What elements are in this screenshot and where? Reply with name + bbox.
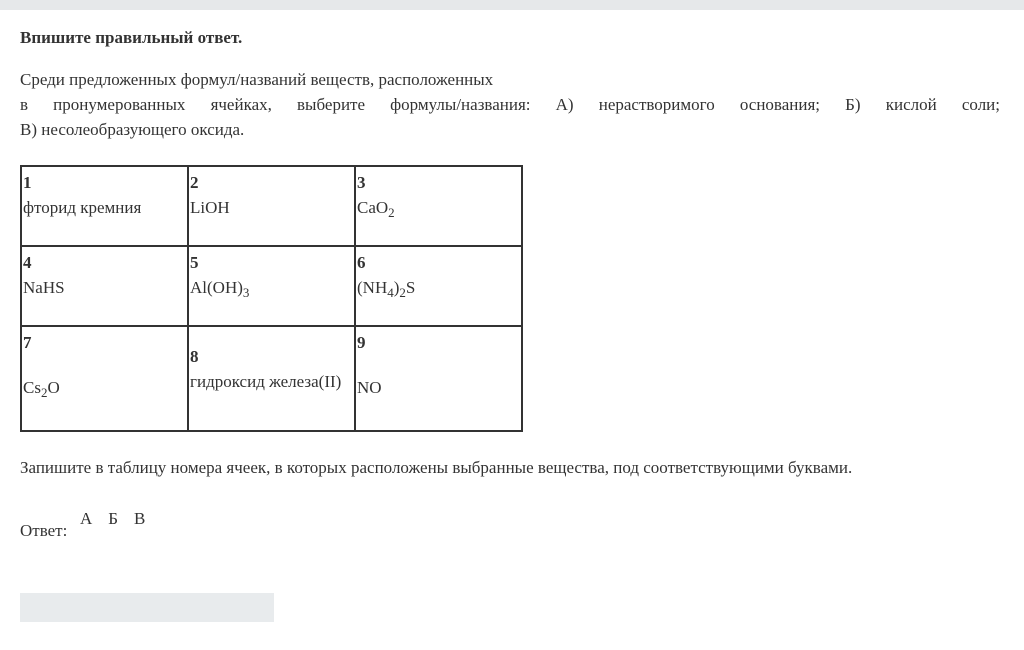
cell-number: 9	[357, 333, 366, 352]
answer-letter-v: В	[134, 509, 146, 528]
cell-substance: LiOH	[190, 198, 230, 217]
cell-number: 8	[190, 347, 199, 366]
cell-formula: $(NH_4)_2S$	[357, 278, 416, 300]
answer-letters	[80, 509, 145, 529]
answer-input[interactable]	[20, 593, 274, 622]
task-heading: Впишите правильный ответ.	[20, 28, 243, 47]
cell-number: 6	[357, 253, 366, 272]
cell-substance: NO	[357, 378, 382, 397]
cell-number: 1	[23, 173, 32, 192]
top-bar	[0, 0, 1024, 10]
cell-number: 3	[357, 173, 366, 192]
answer-letter-b: Б	[108, 509, 119, 528]
cell-5	[188, 246, 355, 326]
cell-formula: $Al(OH)_3$	[190, 278, 250, 300]
cell-substance: фторид кремния	[23, 198, 142, 217]
cell-2	[188, 166, 355, 246]
cell-number: 2	[190, 173, 199, 192]
cell-6	[355, 246, 522, 326]
cell-1	[21, 166, 188, 246]
cell-number: 4	[23, 253, 32, 272]
question-line-2: в пронумерованных ячейках, выберите формулы/названия: А) нерастворимого основания; Б) кислой соли;	[20, 95, 1000, 114]
question-line-1: Среди предложенных формул/названий веществ, расположенных	[20, 70, 494, 89]
cell-9	[355, 326, 522, 431]
question-line-3: В) несолеобразующего оксида.	[20, 120, 245, 139]
question-text	[20, 67, 1000, 142]
answer-letter-a: А	[80, 509, 93, 528]
cell-7	[21, 326, 188, 431]
cell-4	[21, 246, 188, 326]
cell-substance: гидроксид железа(II)	[190, 372, 342, 391]
substances-table	[20, 165, 523, 432]
instruction-text: Запишите в таблицу номера ячеек, в которых расположены выбранные вещества, под соответствующими буквами.	[20, 458, 853, 477]
cell-substance: NaHS	[23, 278, 65, 297]
cell-8	[188, 326, 355, 431]
cell-number: 7	[23, 333, 32, 352]
cell-3	[355, 166, 522, 246]
cell-number: 5	[190, 253, 199, 272]
cell-formula: CaO$_2$	[357, 198, 395, 220]
answer-label: Ответ:	[20, 521, 68, 540]
cell-formula: $Cs_2O$	[23, 378, 60, 400]
